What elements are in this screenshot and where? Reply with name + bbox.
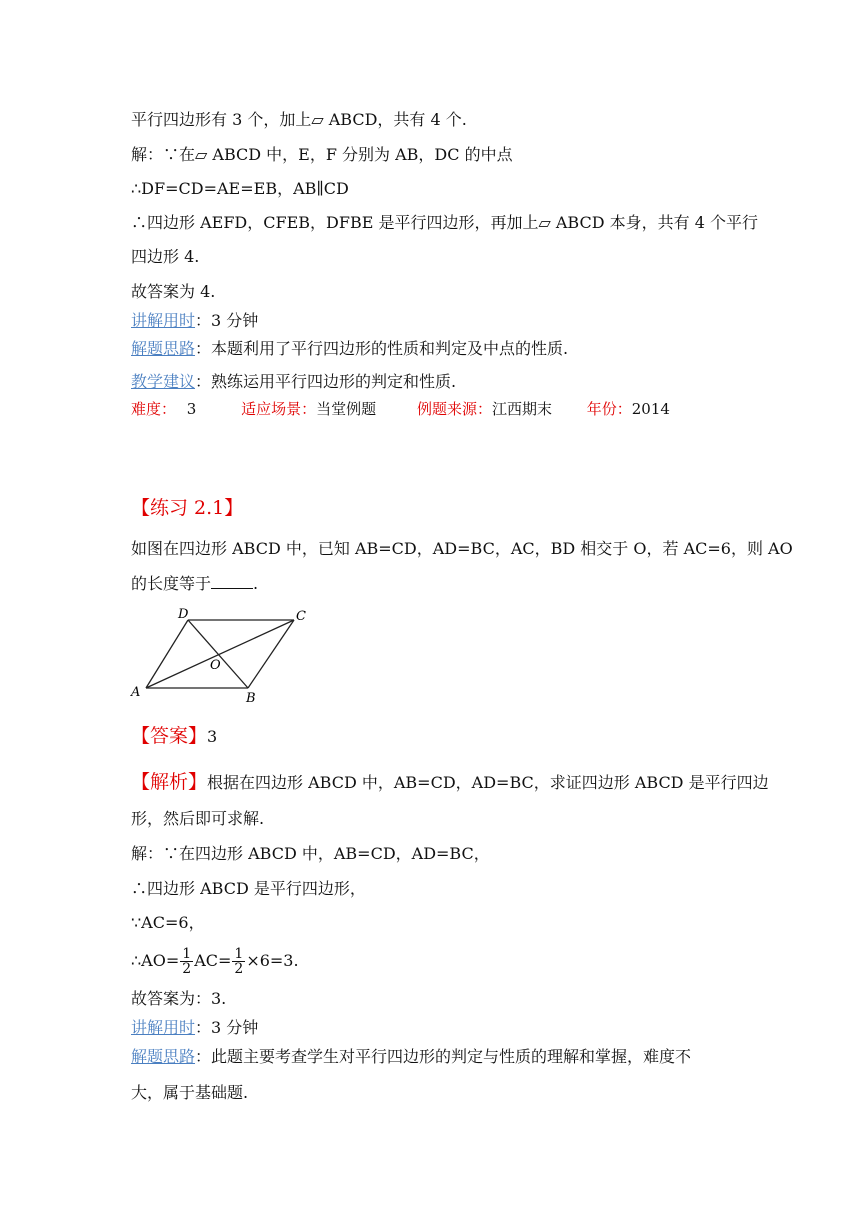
text-line: 解：∵在▱ ABCD 中，E，F 分别为 AB，DC 的中点 xyxy=(131,145,513,164)
fraction-numerator: 1 xyxy=(234,946,244,962)
parallelogram-figure xyxy=(126,606,316,706)
analysis-label: 【解析】 xyxy=(131,771,208,793)
question-suffix: . xyxy=(253,574,259,593)
fraction-numerator: 1 xyxy=(182,946,192,962)
idea-label[interactable]: 解题思路 xyxy=(131,1047,196,1066)
solution-line: 故答案为：3. xyxy=(131,989,227,1008)
year-value: 2014 xyxy=(631,400,670,418)
exercise-heading: 【练习 2.1】 xyxy=(131,497,244,519)
analysis-line xyxy=(131,771,769,794)
time-label[interactable]: 讲解用时 xyxy=(131,1018,196,1037)
text-line: ∴四边形 AEFD，CFEB，DFBE 是平行四边形，再加上▱ ABCD 本身，共有 4 个平行 xyxy=(131,213,758,232)
time-note xyxy=(131,1017,258,1039)
source-label: 例题来源： xyxy=(416,400,492,418)
question-prefix: 的长度等于 xyxy=(131,574,212,593)
idea-note-cont: 大，属于基础题. xyxy=(131,1083,249,1102)
label-o: O xyxy=(210,658,221,673)
time-note xyxy=(131,310,258,332)
fraction-denominator: 2 xyxy=(182,961,192,977)
idea-value: ：此题主要考查学生对平行四边形的判定与性质的理解和掌握，难度不 xyxy=(195,1047,692,1066)
label-b: B xyxy=(246,691,256,706)
label-d: D xyxy=(178,607,189,622)
text-line: 故答案为 4. xyxy=(131,282,216,301)
formula-prefix: ∴AO= xyxy=(131,951,180,970)
advice-label[interactable]: 教学建议 xyxy=(131,372,196,391)
time-value: ：3 分钟 xyxy=(195,1018,259,1037)
formula-suffix: ×6=3. xyxy=(246,951,299,970)
solution-line: ∵AC=6， xyxy=(131,913,205,932)
source-value: 江西期末 xyxy=(491,400,552,418)
time-value: ：3 分钟 xyxy=(195,311,259,330)
question-line xyxy=(131,573,258,595)
question-line: 如图在四边形 ABCD 中，已知 AB=CD，AD=BC，AC，BD 相交于 O，若 AC=6，则 AO xyxy=(131,539,793,558)
fraction xyxy=(232,947,245,976)
solution-line xyxy=(131,946,299,976)
answer-value: 3 xyxy=(207,727,218,746)
idea-note xyxy=(131,338,568,360)
analysis-text: 根据在四边形 ABCD 中，AB=CD，AD=BC，求证四边形 ABCD 是平行四边 xyxy=(207,773,769,792)
solution-line: 解：∵在四边形 ABCD 中，AB=CD，AD=BC， xyxy=(131,844,490,863)
idea-label[interactable]: 解题思路 xyxy=(131,339,196,358)
scene-label: 适应场景： xyxy=(241,400,317,418)
diagonal-ac xyxy=(146,620,294,688)
advice-note xyxy=(131,371,456,393)
advice-value: ：熟练运用平行四边形的判定和性质. xyxy=(195,372,457,391)
fraction-denominator: 2 xyxy=(234,961,244,977)
fraction xyxy=(180,947,193,976)
analysis-line: 形，然后即可求解. xyxy=(131,809,265,828)
diagonal-bd xyxy=(188,620,248,688)
answer-line xyxy=(131,725,217,748)
meta-line xyxy=(131,398,670,420)
label-c: C xyxy=(296,609,306,624)
solution-line: ∴四边形 ABCD 是平行四边形， xyxy=(131,879,366,898)
answer-blank xyxy=(211,574,253,589)
difficulty-label: 难度： xyxy=(131,400,177,418)
idea-note xyxy=(131,1046,691,1068)
formula-mid: AC= xyxy=(194,951,232,970)
time-label[interactable]: 讲解用时 xyxy=(131,311,196,330)
difficulty-value: 3 xyxy=(186,400,197,418)
answer-label: 【答案】 xyxy=(131,725,208,747)
text-line: 四边形 4. xyxy=(131,247,200,266)
text-line: 平行四边形有 3 个，加上▱ ABCD，共有 4 个. xyxy=(131,110,467,129)
idea-value: ：本题利用了平行四边形的性质和判定及中点的性质. xyxy=(195,339,569,358)
label-a: A xyxy=(131,685,141,700)
scene-value: 当堂例题 xyxy=(316,400,377,418)
text-line: ∴DF=CD=AE=EB，AB∥CD xyxy=(131,179,349,198)
year-label: 年份： xyxy=(586,400,632,418)
